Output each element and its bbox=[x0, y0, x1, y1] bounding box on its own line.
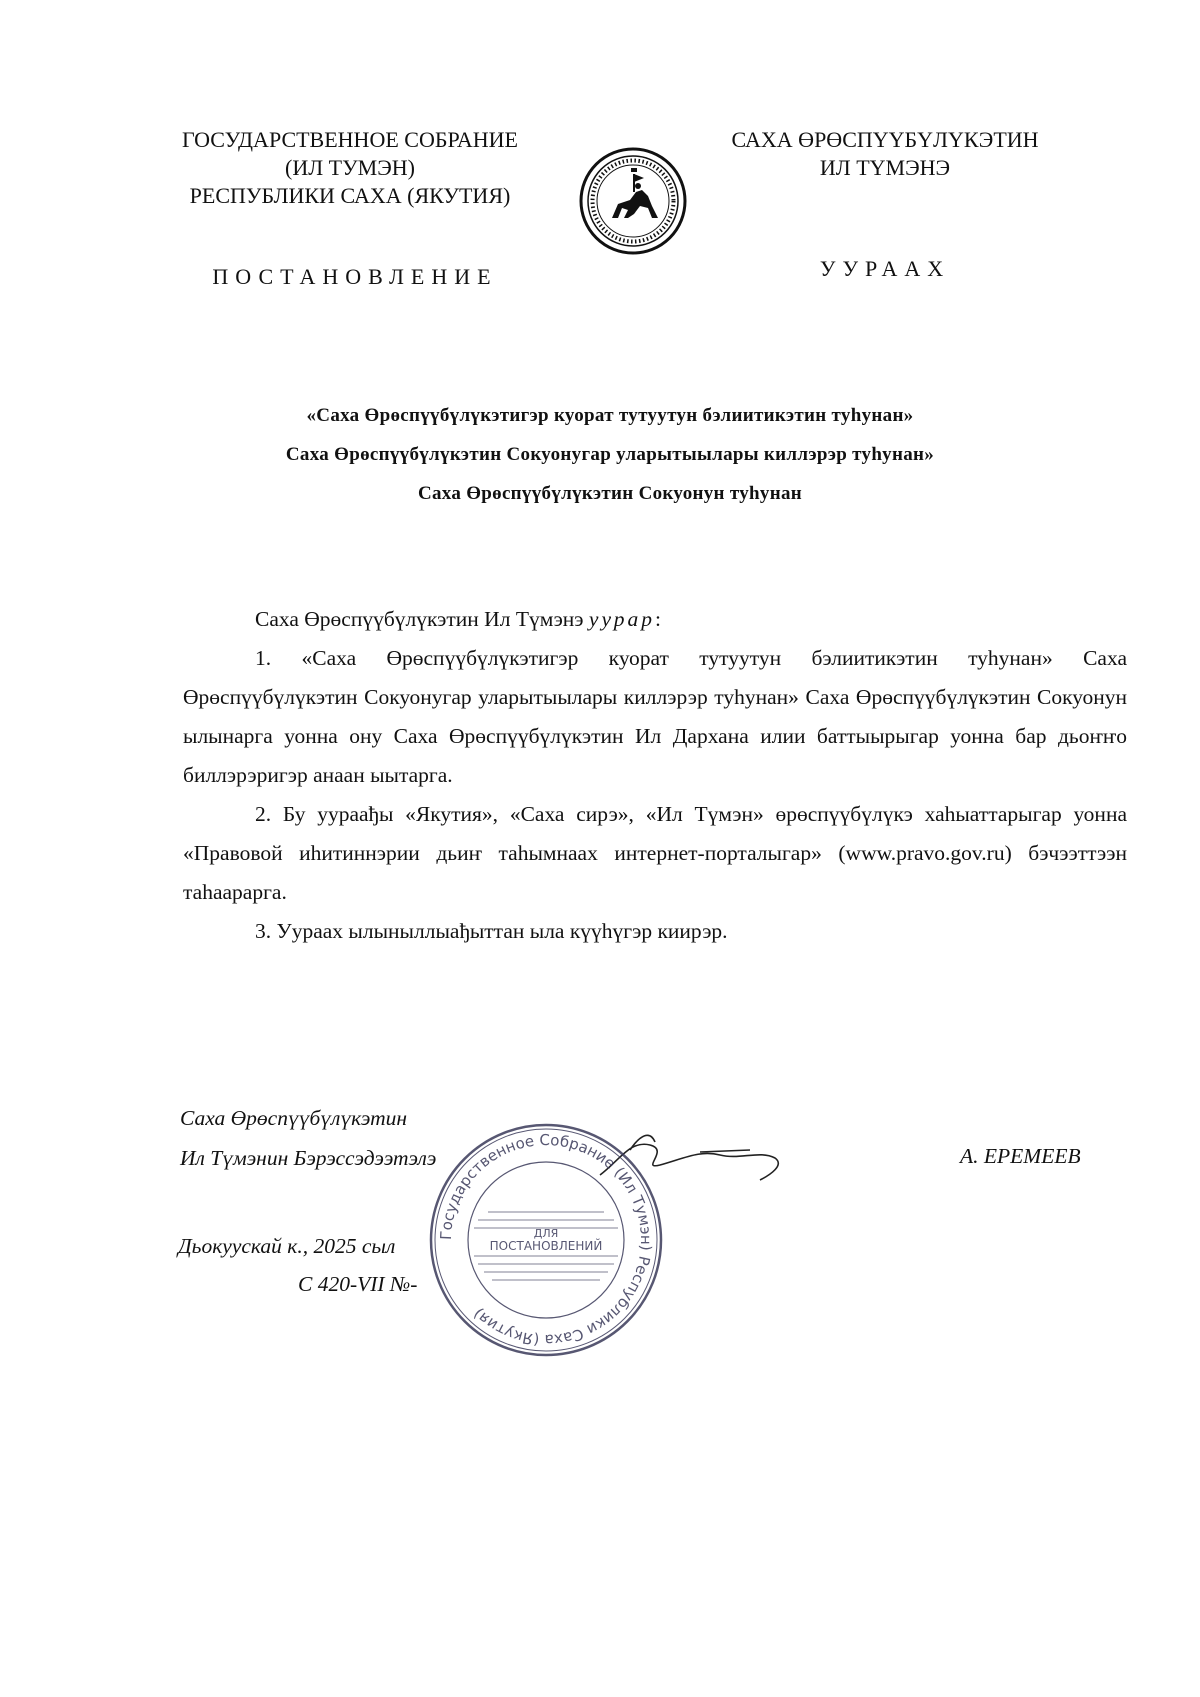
seal-center-bottom: ПОСТАНОВЛЕНИЙ bbox=[489, 1239, 603, 1253]
title-line-3: Саха Өрөспүүбүлүкэтин Сокуонун туһунан bbox=[417, 483, 802, 504]
intro-paragraph bbox=[183, 600, 1127, 639]
paragraph-1: 1. «Саха Өрөспүүбүлүкэтигэр куорат тутуутун бэлиитикэтин туһунан» Саха Өрөспүүбүлүкэтин Сокуонугар уларытыылары киллэрэр туһунан» Саха Өрөспүүбүлүкэтин Сокуонун ылынарга уонна ону Саха Өрөспүүбүлүкэтин Ил Дархана илии баттыырыгар уонна бар дьоҥҥо биллэрэригэр анаан ыытарга. bbox=[183, 646, 1127, 787]
header-left-line-2: (ИЛ ТУМЭН) bbox=[285, 155, 415, 180]
header-left-block bbox=[150, 126, 550, 210]
header-right-line-1: САХА ӨРӨСПҮҮБҮЛҮКЭТИН bbox=[731, 127, 1039, 152]
header-left-line-1: ГОСУДАРСТВЕННОЕ СОБРАНИЕ bbox=[181, 127, 518, 152]
header-right-block bbox=[700, 126, 1070, 182]
header-left-line-3: РЕСПУБЛИКИ САХА (ЯКУТИЯ) bbox=[189, 183, 511, 208]
title-line-2: Саха Өрөспүүбүлүкэтин Сокуонугар уларытыылары киллэрэр туһунан» bbox=[285, 444, 935, 465]
document-title bbox=[150, 396, 1070, 513]
official-seal-icon bbox=[426, 1120, 666, 1360]
intro-emphasis: уурар bbox=[588, 607, 655, 631]
coat-of-arms-icon bbox=[578, 146, 688, 256]
seal-ring-text: Государственное Собрание (Ил Тумэн) Республики Саха (Якутия) bbox=[436, 1130, 656, 1350]
signatory-position bbox=[180, 1098, 436, 1178]
header-right-line-2: ИЛ ТҮМЭНЭ bbox=[819, 155, 951, 180]
seal-center-top: ДЛЯ bbox=[533, 1227, 559, 1240]
doc-type-yakut: УУРААХ bbox=[819, 256, 951, 281]
doc-type-russian: ПОСТАНОВЛЕНИЕ bbox=[212, 264, 498, 289]
title-line-1: «Саха Өрөспүүбүлүкэтигэр куорат тутуутун бэлиитикэтин туһунан» bbox=[306, 405, 914, 426]
paragraph-2: 2. Бу уураађы «Якутия», «Саха сирэ», «Ил Түмэн» өрөспүүбүлүкэ хаһыаттарыгар уонна «Правовой иһитиннэрии дьиҥ таһымнаах интернет-порталыгар» (www.pravo.gov.ru) бэчээттээн таһаарарга. bbox=[183, 802, 1127, 904]
place-date: Дьокуускай к., 2025 сыл bbox=[178, 1234, 396, 1258]
signatory-name: А. ЕРЕМЕЕВ bbox=[960, 1144, 1081, 1168]
intro-colon: : bbox=[654, 607, 661, 631]
signatory-position-line-1: Саха Өрөспүүбүлүкэтин bbox=[180, 1106, 408, 1130]
document-number: С 420-VII №- bbox=[298, 1272, 418, 1296]
signatory-position-line-2: Ил Түмэнин Бэрэссэдээтэлэ bbox=[180, 1146, 437, 1170]
document-body bbox=[183, 600, 1127, 951]
paragraph-3: 3. Уураах ылыныллыађыттан ыла күүһүгэр киирэр. bbox=[255, 919, 728, 943]
intro-text: Саха Өрөспүүбүлүкэтин Ил Түмэнэ bbox=[255, 607, 589, 631]
